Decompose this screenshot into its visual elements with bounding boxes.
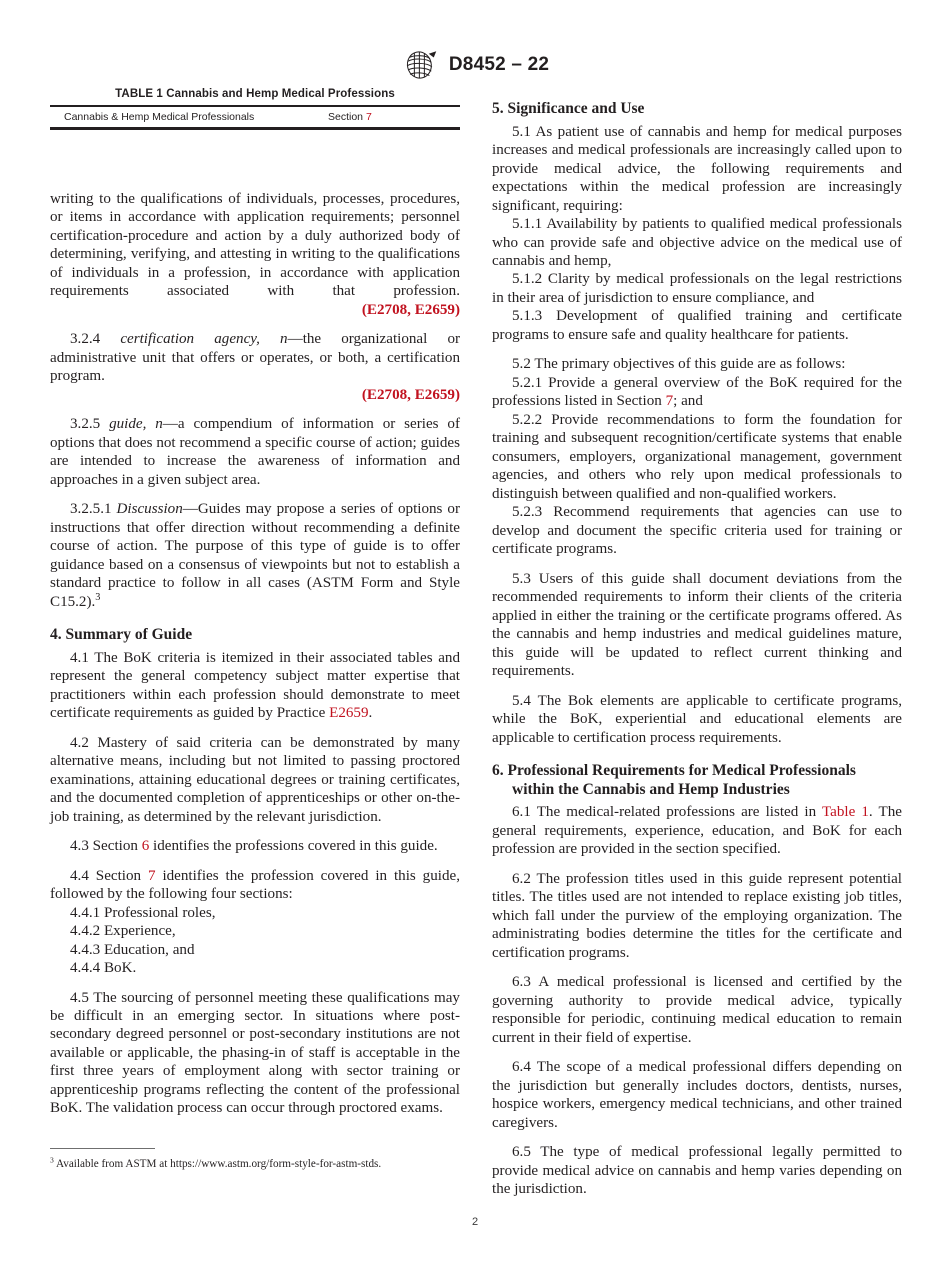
paragraph-3-2-5-1-body: —Guides may propose a series of options or instructions that offer direction without recommending a definite course of action. The purpose of this type of guide is to offer guidance based on a consensus of viewpoints but not to establish a standard practice to follow in all cases (ASTM Form and Style C15.2). xyxy=(50,501,460,610)
paragraph-5-2-1 xyxy=(492,374,902,411)
paragraph-6-4-number: 6.4 xyxy=(512,1059,531,1076)
paragraph-5-2 xyxy=(492,355,902,373)
table-title: TABLE 1 Cannabis and Hemp Medical Professions xyxy=(115,88,395,100)
paragraph-6-1-body-a: The medical-related professions are listed in xyxy=(536,804,822,821)
table-col-header-section-label: Section xyxy=(328,111,364,123)
paragraph-3-2-5-1 xyxy=(50,500,460,611)
footnote-3 xyxy=(50,1157,460,1171)
paragraph-6-5-number: 6.5 xyxy=(512,1144,531,1161)
reference-section-7-link-left[interactable]: 7 xyxy=(147,867,156,884)
table-col-header-professionals: Cannabis & Hemp Medical Professionals xyxy=(64,111,255,123)
paragraph-5-4 xyxy=(492,692,902,747)
document-header xyxy=(0,50,950,80)
paragraph-5-2-body: The primary objectives of this guide are as follows: xyxy=(534,356,846,373)
paragraph-6-3 xyxy=(492,973,902,1047)
paragraph-4-3-body-b: identifies the professions covered in this guide. xyxy=(149,838,438,855)
paragraph-6-1 xyxy=(492,803,902,858)
paragraph-3-2-5 xyxy=(50,415,460,489)
table-col-header-section xyxy=(328,106,460,128)
paragraph-5-1-1-number: 5.1.1 xyxy=(512,216,543,233)
paragraph-6-3-body: A medical professional is licensed and certified by the governing authority to provide medical advice, typically responsible for periodic, continuing medical education to remain current in their field of expertise. xyxy=(492,974,902,1046)
paragraph-4-3-body-a: Section xyxy=(92,838,142,855)
reference-e2708-e2659-2[interactable]: (E2708, E2659) xyxy=(361,386,460,403)
paragraph-3-2-4-term: certification agency, n xyxy=(120,331,288,348)
paragraph-6-5-body: The type of medical professional legally permitted to provide medical advice on cannabis and hemp varies depending on the jurisdiction. xyxy=(492,1144,902,1197)
paragraph-6-3-number: 6.3 xyxy=(512,974,531,991)
paragraph-5-3-body: Users of this guide shall document deviations from the recommended requirements to inform their clients of the criteria applied in either the training or the certificate programs offered. As the cannabis and hemp industries and medical guidelines mature, this guide will be updated to reflect current thinking and requirements. xyxy=(492,570,902,680)
reference-e2708-e2659-1[interactable]: (E2708, E2659) xyxy=(361,301,460,318)
paragraph-5-2-3 xyxy=(492,503,902,558)
paragraph-5-2-2-body: Provide recommendations to form the foundation for training and subsequent recognition/certificate systems that enable consumers, employers, organizational management, government agencies, and others who rely upon medical professionals to distinguish between qualified and non-qualified workers. xyxy=(492,411,902,502)
paragraph-4-2 xyxy=(50,734,460,826)
paragraph-3-2-5-body: —a compendium of information or series of options that does not recommend a specific course of action; guides are intended to increase the awareness of information and approaches in a given subject area. xyxy=(50,416,460,488)
paragraph-5-2-3-body: Recommend requirements that agencies can use to develop and document the specific criteria used for training or certificate programs. xyxy=(492,504,902,558)
paragraph-6-4-body: The scope of a medical professional differs depending on the jurisdiction but generally includes doctors, dentists, nurses, hospice workers, emergency medical technicians, and other trained caregivers. xyxy=(492,1059,902,1131)
table-header-row xyxy=(50,106,460,128)
paragraph-5-1-body: As patient use of cannabis and hemp for medical purposes increases and medical professionals are increasingly called upon to provide medical advice, the following requirements and expectations within the medical profession are increasingly significant, requiring: xyxy=(492,123,902,214)
paragraph-4-1-body-a: The BoK criteria is itemized in their associated tables and represent the general competency subject matter expertise that practitioners within each profession should demonstrate to meet certificate requirements as guided by Practice xyxy=(50,649,460,722)
paragraph-5-2-number: 5.2 xyxy=(512,356,531,373)
paragraph-6-2-number: 6.2 xyxy=(512,870,531,887)
footnote-3-marker: 3 xyxy=(50,1155,54,1165)
paragraph-3-2-5-number: 3.2.5 xyxy=(70,416,101,433)
paragraph-4-1-number: 4.1 xyxy=(70,649,89,666)
paragraph-3-2-4 xyxy=(50,330,460,404)
footnote-3-text: Available from ASTM at https://www.astm.org/form-style-for-astm-stds. xyxy=(56,1158,382,1170)
paragraph-3-2-5-1-number: 3.2.5.1 xyxy=(70,501,112,518)
paragraph-4-5-body: The sourcing of personnel meeting these qualifications may be difficult in an emerging sector. In situations where post-secondary degreed personnel or post-secondary institutions are not available or applicable, the phasing-in of staff is acceptable in the first three years of employment along with sector training or apprenticeship programs reflecting the content of the professional BoK. The validation process can occur through proctored exams. xyxy=(50,989,460,1117)
paragraph-5-1-2 xyxy=(492,270,902,307)
footnote-block xyxy=(50,1148,460,1171)
astm-logo-icon xyxy=(401,50,439,80)
footnote-marker-3[interactable]: 3 xyxy=(95,591,101,603)
page-number: 2 xyxy=(471,1216,479,1228)
paragraph-4-3-number: 4.3 xyxy=(70,838,89,855)
paragraph-5-1-2-body: Clarity by medical professionals on the legal restrictions in their area of jurisdiction to ensure compliance, and xyxy=(492,271,902,306)
paragraph-3-2-5-1-term: Discussion xyxy=(116,501,183,518)
section-6-heading-line-1: 6. Professional Requirements for Medical Professionals xyxy=(492,762,856,780)
paragraph-6-1-body-b: . The general requirements, experience, education, and BoK for each profession are provided in the section specified. xyxy=(492,804,902,858)
paragraph-6-1-number: 6.1 xyxy=(512,804,531,821)
paragraph-4-4-number: 4.4 xyxy=(70,867,89,884)
document-designation: D8452 – 22 xyxy=(448,54,550,75)
section-5-heading: 5. Significance and Use xyxy=(492,100,645,117)
paragraph-4-4-body-a: Section xyxy=(95,867,148,884)
paragraph-5-4-body: The Bok elements are applicable to certificate programs, while the BoK, experiential and educational elements are applicable to certification process requirements. xyxy=(492,692,902,746)
paragraph-5-1 xyxy=(492,123,902,215)
table-1 xyxy=(50,105,460,128)
paragraph-6-5 xyxy=(492,1143,902,1198)
paragraph-4-4-2: 4.4.2 Experience, xyxy=(70,923,176,940)
paragraph-5-2-3-number: 5.2.3 xyxy=(512,504,543,521)
content-columns xyxy=(50,88,902,1208)
right-column xyxy=(492,88,902,1198)
paragraph-5-2-1-body-b: ; and xyxy=(673,393,703,410)
paragraph-5-4-number: 5.4 xyxy=(512,692,531,709)
paragraph-4-1-body-b: . xyxy=(368,705,373,722)
table-1-block xyxy=(50,88,460,130)
paragraph-5-2-2 xyxy=(492,411,902,503)
paragraph-4-4-body-b: identifies the profession covered in this guide, followed by the following four sections: xyxy=(50,867,460,903)
paragraph-4-3 xyxy=(50,837,460,855)
section-6-heading-line-2: within the Cannabis and Hemp Industries xyxy=(512,780,790,798)
paragraph-4-4 xyxy=(50,867,460,904)
table-bottom-rule xyxy=(50,128,460,130)
paragraph-3-2-5-term: guide, n xyxy=(109,416,163,433)
paragraph-5-2-1-body-a: Provide a general overview of the BoK required for the professions listed in Section xyxy=(492,374,902,410)
paragraph-4-4-3: 4.4.3 Education, and xyxy=(70,941,195,958)
table-section-reference-link[interactable]: 7 xyxy=(365,111,372,123)
footnote-divider xyxy=(50,1148,155,1149)
paragraph-3-2-4-body: —the organizational or administrative unit that offers or operates, or both, a certification program. xyxy=(50,331,461,385)
paragraph-5-3-number: 5.3 xyxy=(512,570,531,587)
paragraph-5-1-number: 5.1 xyxy=(512,123,531,140)
paragraph-continued-text: writing to the qualifications of individuals, processes, procedures, or items in accordance with application requirements; personnel certification-procedure and action by a duly authorized body of determining, verifying, and attesting in writing to the qualifications of individuals in a profession, in accordance with application requirements associated with that profession. xyxy=(50,191,460,300)
paragraph-3-2-4-number: 3.2.4 xyxy=(70,331,101,348)
left-column xyxy=(50,88,460,1118)
paragraph-4-2-number: 4.2 xyxy=(70,734,89,751)
paragraph-4-5-number: 4.5 xyxy=(70,989,89,1006)
reference-section-6-link[interactable]: 6 xyxy=(141,838,150,855)
paragraph-6-2-body: The profession titles used in this guide represent potential titles. The titles used are not intended to replace existing job titles, which fall under the purview of the employing organization. The administrating bodies determine the titles for the certificate and certification programs. xyxy=(492,870,902,961)
paragraph-5-1-3-body: Development of qualified training and certificate programs to ensure safe and quality healthcare for patients. xyxy=(492,308,902,343)
paragraph-5-2-2-number: 5.2.2 xyxy=(512,411,543,428)
paragraph-5-1-3-number: 5.1.3 xyxy=(512,308,543,325)
paragraph-4-2-body: Mastery of said criteria can be demonstrated by many alternative means, including but not limited to passing proctored examinations, attaining educational degrees or training certificates, and the documented completion of apprenticeships or other on-the-job training, as determined by the relevant jurisdiction. xyxy=(50,734,460,825)
paragraph-4-4-4: 4.4.4 BoK. xyxy=(70,960,137,977)
reference-table-1-link[interactable]: Table 1 xyxy=(821,804,869,821)
paragraph-5-1-2-number: 5.1.2 xyxy=(512,271,543,288)
paragraph-6-4 xyxy=(492,1058,902,1132)
paragraph-4-4-1: 4.4.1 Professional roles, xyxy=(70,904,216,921)
paragraph-6-2 xyxy=(492,870,902,962)
paragraph-5-1-1-body: Availability by patients to qualified medical professionals who can provide safe and objective advice on the medical use of cannabis and hemp, xyxy=(492,216,902,269)
section-6-heading xyxy=(492,762,902,799)
reference-e2659-link[interactable]: E2659 xyxy=(329,705,369,722)
section-4-heading: 4. Summary of Guide xyxy=(50,626,193,644)
paragraph-4-1 xyxy=(50,649,460,723)
paragraph-5-1-1 xyxy=(492,215,902,270)
paragraph-5-2-1-number: 5.2.1 xyxy=(512,374,543,391)
paragraph-5-1-3 xyxy=(492,307,902,344)
paragraph-continued xyxy=(50,190,460,319)
paragraph-4-5 xyxy=(50,989,460,1118)
reference-section-7-link-right[interactable]: 7 xyxy=(665,393,674,410)
paragraph-5-3 xyxy=(492,570,902,681)
